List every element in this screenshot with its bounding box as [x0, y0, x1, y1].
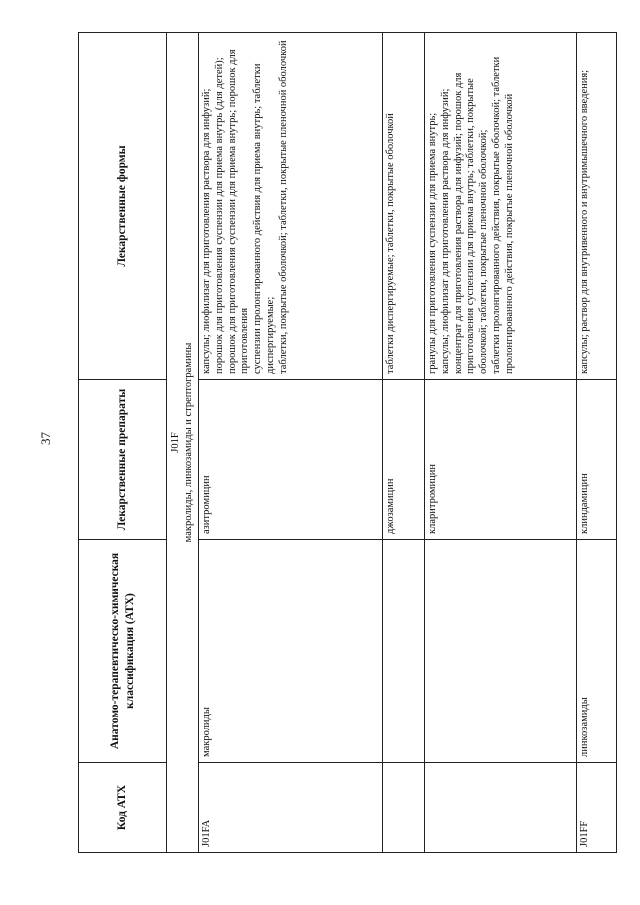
group-code: J01F	[170, 432, 181, 453]
row-forms	[425, 33, 577, 380]
forms-line: гранулы для приготовления суспензии для приема внутрь;	[427, 112, 438, 374]
forms-line: таблетки, покрытые оболочкой; таблетки, покрытые пленочной оболочкой	[277, 40, 289, 374]
group-name: макролиды, линкозамиды и стрептограмины	[182, 342, 194, 543]
row-code: J01FF	[577, 763, 617, 853]
forms-line: капсулы; раствор для внутривенного и внутримышечного введения;	[579, 69, 590, 374]
row-preparation: азитромицин	[199, 380, 383, 540]
row-code	[383, 763, 425, 853]
table-row	[199, 33, 383, 853]
row-preparation: клиндамицин	[577, 380, 617, 540]
row-forms	[199, 33, 383, 380]
group-cell	[167, 33, 199, 853]
row-preparation: джозамицин	[383, 380, 425, 540]
table-row	[577, 33, 617, 853]
row-forms	[383, 33, 425, 380]
forms-line: капсулы; лиофилизат для приготовления раствора для инфузий;	[201, 88, 212, 374]
row-classification	[425, 540, 577, 763]
forms-line: таблетки пролонгированного действия, покрытые оболочкой; таблетки пролонгированного действия, покрытые пленочной оболочкой	[490, 56, 515, 374]
forms-line: суспензии пролонгированного действия для приема внутрь; таблетки диспергируемые;	[252, 63, 276, 374]
group-row	[167, 33, 199, 853]
header-code: Код АТХ	[79, 763, 167, 853]
row-preparation: кларитромицин	[425, 380, 577, 540]
table-row	[425, 33, 577, 853]
table-row	[383, 33, 425, 853]
forms-line: таблетки диспергируемые; таблетки, покрытые оболочкой	[385, 113, 396, 374]
header-preparations: Лекарственные препараты	[79, 380, 167, 540]
forms-line: капсулы; лиофилизат для приготовления раствора для инфузий; концентрат для приготовления раствора для инфузий; порошок для приготовления суспензии для приема внутрь; таблетки, покрытые оболочкой; таблетки, покрытые пленочной оболочкой;	[439, 72, 490, 374]
row-code	[425, 763, 577, 853]
header-classification: Анатомо-терапевтическо-химическая классификация (АТХ)	[79, 540, 167, 763]
row-classification: линкозамиды	[577, 540, 617, 763]
header-forms: Лекарственные формы	[79, 33, 167, 380]
row-classification: макролиды	[199, 540, 383, 763]
row-classification	[383, 540, 425, 763]
row-code: J01FA	[199, 763, 383, 853]
atc-drug-table	[78, 32, 617, 853]
rotated-table-container	[78, 33, 616, 853]
forms-line: порошок для приготовления суспензии для приема внутрь (для детей); порошок для приготовления суспензии для приема внутрь; порошок для приготовления	[213, 49, 251, 374]
row-forms	[577, 33, 617, 380]
table-header-row	[79, 33, 167, 853]
page-number: 37	[38, 432, 53, 445]
